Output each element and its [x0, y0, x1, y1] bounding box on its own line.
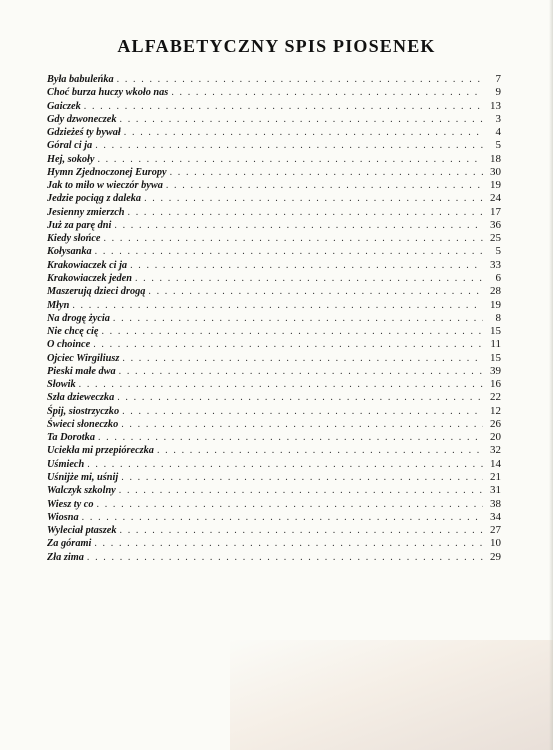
index-entry — [47, 418, 501, 431]
song-title: Uciekła mi przepióreczka — [47, 445, 154, 457]
song-title: Krakowiaczek jeden — [47, 272, 132, 284]
page-number: 33 — [490, 258, 501, 271]
dot-leader — [170, 166, 483, 179]
index-entry — [47, 511, 501, 524]
page-number: 17 — [490, 205, 501, 218]
dot-leader — [128, 206, 483, 219]
page-number: 31 — [490, 484, 501, 497]
page-number: 10 — [490, 537, 501, 550]
page-number: 4 — [495, 126, 501, 139]
dot-leader — [72, 299, 483, 312]
dot-leader — [114, 219, 483, 232]
index-entry — [47, 192, 501, 205]
song-title: Jak to miło w wieczór bywa — [47, 180, 163, 192]
dot-leader — [87, 551, 483, 564]
dot-leader — [119, 484, 483, 497]
index-entry — [47, 537, 501, 550]
page-number: 9 — [495, 86, 501, 99]
page-title: ALFABETYCZNY SPIS PIOSENEK — [117, 36, 436, 56]
song-title: Nie chcę cię — [47, 326, 99, 338]
song-title: Ta Dorotka — [47, 432, 95, 444]
index-entry — [47, 325, 501, 338]
index-entry — [47, 272, 501, 285]
dot-leader — [119, 365, 483, 378]
index-entry — [47, 153, 501, 166]
song-title: Była babuleńka — [47, 74, 114, 85]
dot-leader — [113, 312, 483, 325]
index-entry — [47, 312, 501, 325]
page-number: 12 — [490, 404, 501, 417]
index-entry — [47, 139, 501, 152]
song-title: Kiedy słońce — [47, 233, 101, 245]
song-title: Jedzie pociąg z daleka — [47, 193, 142, 205]
index-entry — [47, 431, 501, 444]
song-title: Na drogę życia — [47, 312, 110, 324]
page-number: 20 — [490, 431, 501, 444]
index-entry — [47, 299, 501, 312]
page-number: 21 — [490, 470, 501, 483]
dot-leader — [87, 458, 483, 471]
song-title: Choć burza huczy wkoło nas — [47, 87, 169, 99]
song-title: Słowik — [47, 379, 76, 391]
page-number: 15 — [490, 325, 501, 338]
index-entry — [47, 378, 501, 391]
page-number: 13 — [490, 99, 501, 112]
page-number: 26 — [490, 417, 501, 430]
dot-leader — [166, 179, 483, 192]
dot-leader — [117, 391, 483, 404]
song-title: Młyn — [47, 299, 70, 311]
page-number: 25 — [490, 232, 501, 245]
index-entry — [47, 285, 501, 298]
dot-leader — [103, 232, 483, 245]
dot-leader — [122, 405, 483, 418]
page-number: 24 — [490, 192, 501, 205]
index-entry — [47, 458, 501, 471]
page-number: 18 — [490, 152, 501, 165]
song-title: Ojciec Wirgiliusz — [47, 352, 120, 364]
page-number: 3 — [495, 112, 501, 125]
index-entry — [47, 166, 501, 179]
index-entry — [47, 524, 501, 537]
index-entry — [47, 551, 501, 564]
dot-leader — [171, 86, 483, 99]
page-number: 5 — [495, 139, 501, 152]
song-title: Jesienny zmierzch — [47, 206, 125, 218]
dot-leader — [94, 537, 483, 550]
song-title: Gdzieżeś ty bywał — [47, 127, 121, 139]
dot-leader — [144, 192, 483, 205]
song-title: Uśnijże mi, uśnij — [47, 471, 119, 483]
page-number: 6 — [495, 271, 501, 284]
song-title: Zła zima — [47, 551, 84, 563]
dot-leader — [120, 524, 484, 537]
dot-leader — [117, 73, 483, 86]
page-number: 14 — [490, 457, 501, 470]
index-entry — [47, 100, 501, 113]
dot-leader — [124, 126, 483, 139]
page-edge-shadow — [549, 0, 553, 750]
dot-leader — [130, 259, 483, 272]
index-entry — [47, 471, 501, 484]
song-title: Wyleciał ptaszek — [47, 525, 117, 537]
page-number: 32 — [490, 444, 501, 457]
page-number: 39 — [490, 364, 501, 377]
dot-leader — [148, 285, 483, 298]
song-index — [47, 73, 501, 564]
song-title: Uśmiech — [47, 458, 85, 470]
index-entry — [47, 86, 501, 99]
page-number: 15 — [490, 351, 501, 364]
song-title: Krakowiaczek ci ja — [47, 259, 128, 271]
page-number: 38 — [490, 497, 501, 510]
dot-leader — [82, 511, 483, 524]
index-entry — [47, 352, 501, 365]
song-title: Hymn Zjednoczonej Europy — [47, 166, 167, 178]
scan-discoloration — [230, 640, 553, 750]
dot-leader — [95, 139, 483, 152]
page-number: 22 — [490, 391, 501, 404]
page-number: 28 — [490, 285, 501, 298]
index-entry — [47, 365, 501, 378]
index-entry — [47, 259, 501, 272]
song-title: Wiesz ty co — [47, 498, 94, 510]
song-title: Gaiczek — [47, 100, 81, 112]
dot-leader — [135, 272, 483, 285]
dot-leader — [79, 378, 483, 391]
page-number: 19 — [490, 179, 501, 192]
page-number: 30 — [490, 165, 501, 178]
dot-leader — [98, 431, 483, 444]
page-number: 19 — [490, 298, 501, 311]
index-entry — [47, 126, 501, 139]
index-entry — [47, 405, 501, 418]
dot-leader — [121, 471, 483, 484]
index-entry — [47, 232, 501, 245]
index-entry — [47, 444, 501, 457]
index-entry — [47, 484, 501, 497]
page-number: 29 — [490, 550, 501, 563]
song-title: Pieski małe dwa — [47, 365, 116, 377]
dot-leader — [101, 325, 483, 338]
song-title: Maszerują dzieci drogą — [47, 286, 146, 298]
page-number: 27 — [490, 524, 501, 537]
dot-leader — [95, 245, 483, 258]
song-title: Szła dzieweczka — [47, 392, 115, 404]
dot-leader — [120, 113, 484, 126]
page-number: 36 — [490, 218, 501, 231]
song-title: Wiosna — [47, 511, 79, 523]
dot-leader — [97, 498, 483, 511]
song-title: Śpij, siostrzyczko — [47, 405, 120, 417]
index-entry — [47, 338, 501, 351]
song-title: Walczyk szkolny — [47, 485, 116, 497]
song-title: Już za parę dni — [47, 219, 112, 231]
page-number: 8 — [495, 311, 501, 324]
page-number: 11 — [490, 338, 501, 351]
dot-leader — [121, 418, 483, 431]
song-title: Gdy dzwoneczek — [47, 113, 117, 125]
dot-leader — [84, 100, 483, 113]
index-entry — [47, 113, 501, 126]
page-number: 7 — [495, 73, 501, 85]
dot-leader — [157, 444, 483, 457]
song-title: Świeci słoneczko — [47, 418, 119, 430]
page-number: 34 — [490, 510, 501, 523]
page-number: 5 — [495, 245, 501, 258]
index-entry — [47, 73, 501, 86]
song-title: Za górami — [47, 538, 92, 550]
index-entry — [47, 219, 501, 232]
song-title: Kołysanka — [47, 246, 92, 258]
song-title: Hej, sokoły — [47, 153, 95, 165]
dot-leader — [122, 352, 483, 365]
song-title: O choince — [47, 339, 91, 351]
dot-leader — [97, 153, 483, 166]
index-entry — [47, 179, 501, 192]
song-title: Góral ci ja — [47, 140, 93, 152]
dot-leader — [93, 338, 483, 351]
index-entry — [47, 206, 501, 219]
index-entry — [47, 245, 501, 258]
index-entry — [47, 498, 501, 511]
index-entry — [47, 391, 501, 404]
page-number: 16 — [490, 378, 501, 391]
